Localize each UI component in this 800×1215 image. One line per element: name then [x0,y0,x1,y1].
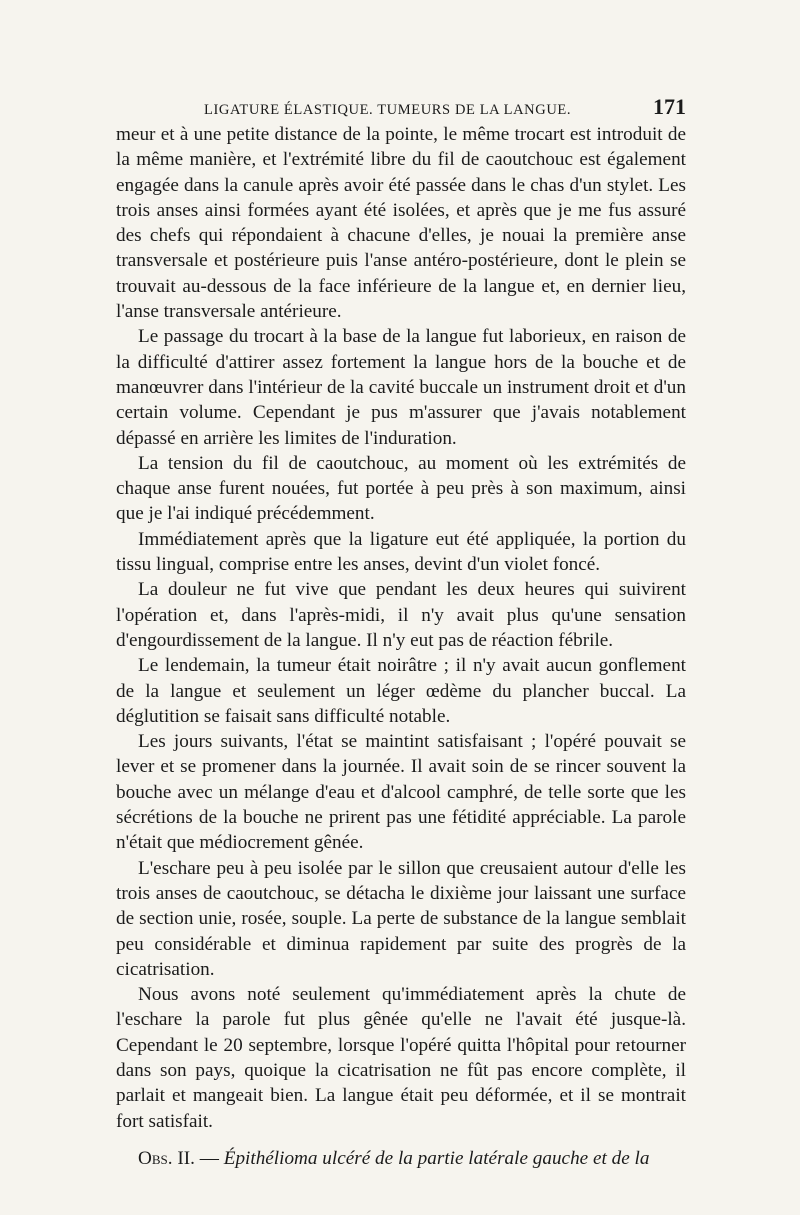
observation-label: Obs. II. [138,1147,195,1169]
page [116,94,686,1171]
paragraph: Le passage du trocart à la base de la langue fut laborieux, en raison de la difficulté d'attirer assez fortement la langue hors de la bouche et de manœuvrer dans l'intérieur de la cavité buccale un instrument droit et d'un certain volume. Cependant je pus m'assurer que j'avais notablement dépassé en arrière les limites de l'induration. [116,326,686,449]
page-number: 171 [653,94,686,119]
paragraph: L'eschare peu à peu isolée par le sillon que creusaient autour d'elle les trois anses de caoutchouc, se détacha le dixième jour laissant une surface de section unie, rosée, souple. La perte de substance de la langue semblait peu considérable et diminua rapidement par suite des progrès de la cicatrisation. [116,857,686,980]
paragraph: Le lendemain, la tumeur était noirâtre ; il n'y avait aucun gonflement de la langue et seulement un léger œdème du plancher buccal. La déglutition se faisait sans difficulté notable. [116,655,686,727]
paragraph: Nous avons noté seulement qu'immédiatement après la chute de l'eschare la parole fut plus gênée qu'elle ne l'avait été jusque-là. Cependant le 20 septembre, lorsque l'opéré quitta l'hôpital pour retourner dans son pays, quoique la cicatrisation ne fût pas encore complète, il parlait et mangeait bien. La langue était peu déformée, et il se montrait fort satisfait. [116,984,686,1132]
paragraph: Les jours suivants, l'état se maintint satisfaisant ; l'opéré pouvait se lever et se promener dans la journée. Il avait soin de se rincer souvent la bouche avec un mélange d'eau et d'alcool camphré, de telle sorte que les sécrétions de la bouche ne prirent pas une fétidité appréciable. La parole n'était que médiocrement gênée. [116,731,686,854]
paragraph: Immédiatement après que la ligature eut été appliquée, la portion du tissu lingual, comprise entre les anses, devint d'un violet foncé. [116,528,686,576]
observation-dash: — [194,1147,224,1169]
running-title: LIGATURE ÉLASTIQUE. TUMEURS DE LA LANGUE. [204,102,572,118]
paragraph: meur et à une petite distance de la pointe, le même trocart est introduit de la même manière, et l'extrémité libre du fil de caoutchouc est également engagée dans la canule après avoir été passée dans le chas d'un stylet. Les trois anses ainsi formées ayant été isolées, et après que je me fus assuré des chefs qui répondaient à chacune d'elles, je nouai la première anse transversale et postérieure puis l'anse antéro-postérieure, dont le plein se trouvait au-dessous de la face inférieure de la langue et, en dernier lieu, l'anse transversale antérieure. [116,124,686,323]
observation-heading [116,1146,686,1171]
observation-title: Épithélioma ulcéré de la partie latérale gauche et de la [223,1147,650,1169]
paragraph: La tension du fil de caoutchouc, au moment où les extrémités de chaque anse furent nouées, fut portée à peu près à son maximum, ainsi que je l'ai indiqué précédemment. [116,452,686,525]
paragraph: La douleur ne fut vive que pendant les deux heures qui suivirent l'opération et, dans l'après-midi, il n'y avait plus qu'une sensation d'engourdissement de la langue. Il n'y eut pas de réaction fébrile. [116,579,686,651]
body-text [116,122,686,1171]
running-header [116,94,686,122]
